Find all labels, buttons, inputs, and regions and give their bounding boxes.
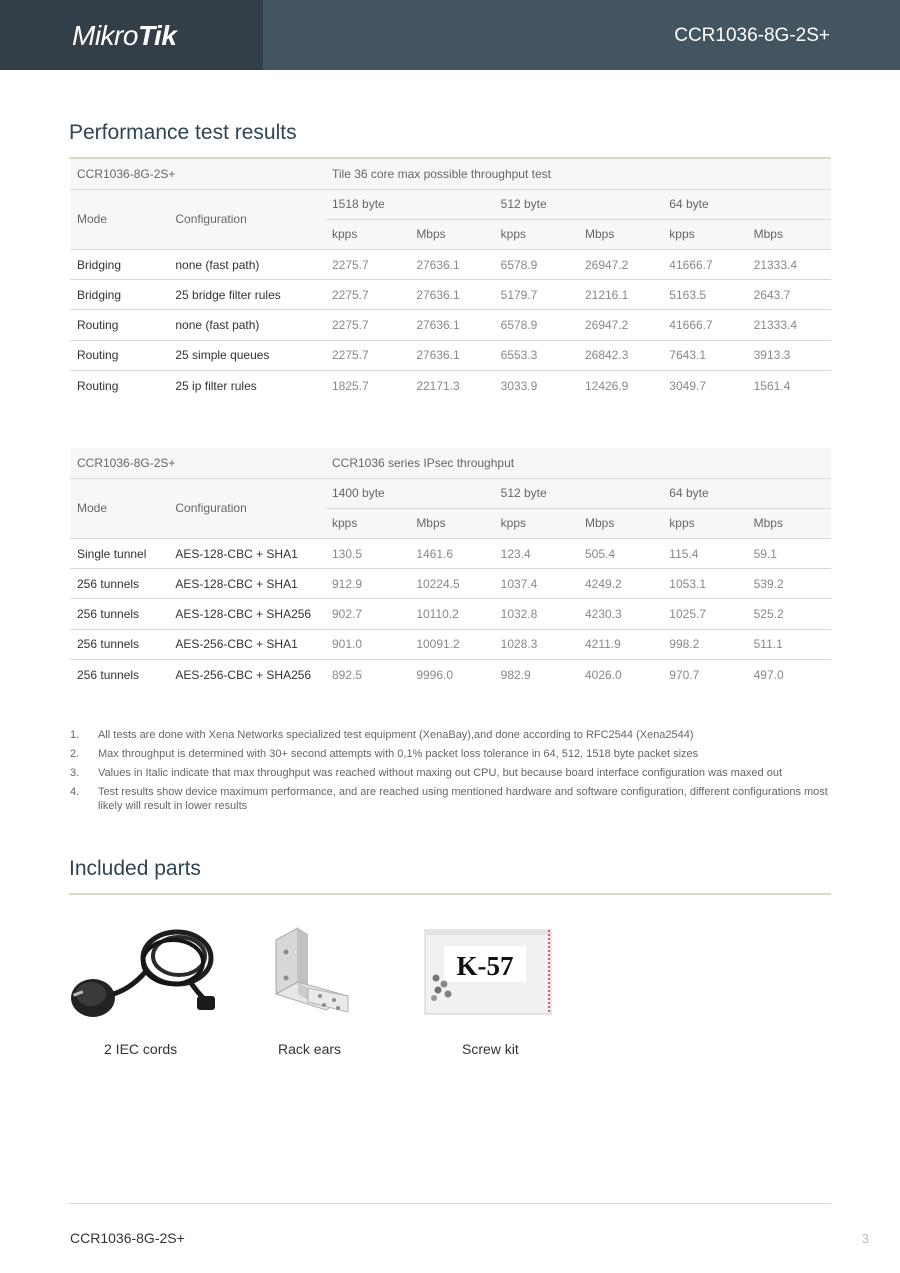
unit-header: kpps bbox=[662, 508, 746, 538]
value-cell: 497.0 bbox=[747, 659, 831, 689]
value-cell: 41666.7 bbox=[662, 250, 746, 280]
table-model-label: CCR1036-8G-2S+ bbox=[70, 448, 325, 478]
value-cell: 511.1 bbox=[747, 629, 831, 659]
value-cell: 1825.7 bbox=[325, 370, 409, 400]
packet-size-header: 64 byte bbox=[662, 189, 831, 219]
included-parts-title: Included parts bbox=[69, 857, 201, 880]
unit-header: Mbps bbox=[409, 219, 493, 249]
value-cell: 27636.1 bbox=[409, 280, 493, 310]
configuration-cell: 25 bridge filter rules bbox=[168, 280, 325, 310]
value-cell: 21216.1 bbox=[578, 280, 662, 310]
value-cell: 892.5 bbox=[325, 659, 409, 689]
note-text: Values in Italic indicate that max throughput was reached without maxing out CPU, but because board interface configuration was maxed out bbox=[98, 767, 783, 779]
value-cell: 130.5 bbox=[325, 539, 409, 569]
value-cell: 525.2 bbox=[747, 599, 831, 629]
packet-size-header: 1518 byte bbox=[325, 189, 494, 219]
mode-cell: Bridging bbox=[70, 280, 168, 310]
note-item bbox=[70, 766, 835, 780]
throughput-table bbox=[70, 159, 831, 401]
value-cell: 6553.3 bbox=[494, 340, 578, 370]
value-cell: 10110.2 bbox=[409, 599, 493, 629]
mode-cell: Single tunnel bbox=[70, 539, 168, 569]
value-cell: 3049.7 bbox=[662, 370, 746, 400]
value-cell: 4026.0 bbox=[578, 659, 662, 689]
unit-header: kpps bbox=[494, 219, 578, 249]
table-test-title: Tile 36 core max possible throughput test bbox=[325, 159, 831, 189]
unit-header: kpps bbox=[494, 508, 578, 538]
mode-cell: Routing bbox=[70, 370, 168, 400]
value-cell: 1037.4 bbox=[494, 569, 578, 599]
value-cell: 59.1 bbox=[747, 539, 831, 569]
note-text: All tests are done with Xena Networks specialized test equipment (XenaBay),and done according to RFC2544 (Xena2544) bbox=[98, 729, 694, 741]
value-cell: 27636.1 bbox=[409, 310, 493, 340]
mikrotik-logo: MikroTik bbox=[72, 20, 177, 51]
value-cell: 6578.9 bbox=[494, 310, 578, 340]
value-cell: 5179.7 bbox=[494, 280, 578, 310]
value-cell: 3913.3 bbox=[747, 340, 831, 370]
included-parts-list bbox=[69, 922, 831, 1072]
column-header-configuration: Configuration bbox=[168, 189, 325, 249]
power-cord-icon bbox=[69, 922, 219, 1027]
value-cell: 2275.7 bbox=[325, 250, 409, 280]
value-cell: 26947.2 bbox=[578, 250, 662, 280]
value-cell: 1032.8 bbox=[494, 599, 578, 629]
value-cell: 9996.0 bbox=[409, 659, 493, 689]
note-number: 1. bbox=[70, 729, 80, 741]
ipsec-throughput-table bbox=[70, 448, 831, 690]
unit-header: kpps bbox=[662, 219, 746, 249]
mode-cell: 256 tunnels bbox=[70, 629, 168, 659]
part-caption: 2 IEC cords bbox=[104, 1041, 178, 1057]
note-item bbox=[70, 785, 835, 813]
value-cell: 6578.9 bbox=[494, 250, 578, 280]
packet-size-header: 512 byte bbox=[494, 478, 663, 508]
table-row bbox=[70, 310, 831, 340]
performance-title: Performance test results bbox=[69, 121, 297, 144]
note-item bbox=[70, 728, 835, 742]
value-cell: 505.4 bbox=[578, 539, 662, 569]
value-cell: 902.7 bbox=[325, 599, 409, 629]
table-row bbox=[70, 250, 831, 280]
value-cell: 115.4 bbox=[662, 539, 746, 569]
value-cell: 1561.4 bbox=[747, 370, 831, 400]
value-cell: 10224.5 bbox=[409, 569, 493, 599]
table-row bbox=[70, 280, 831, 310]
value-cell: 4249.2 bbox=[578, 569, 662, 599]
note-number: 3. bbox=[70, 767, 80, 779]
configuration-cell: 25 ip filter rules bbox=[168, 370, 325, 400]
unit-header: Mbps bbox=[747, 508, 831, 538]
page-number: 3 bbox=[861, 1231, 869, 1246]
note-number: 2. bbox=[70, 748, 80, 760]
mode-cell: Bridging bbox=[70, 250, 168, 280]
value-cell: 4211.9 bbox=[578, 629, 662, 659]
screw-kit-icon bbox=[424, 922, 554, 1017]
configuration-cell: AES-256-CBC + SHA256 bbox=[168, 659, 325, 689]
part-caption: Rack ears bbox=[278, 1041, 342, 1057]
table-row bbox=[70, 629, 831, 659]
table-test-title: CCR1036 series IPsec throughput bbox=[325, 448, 831, 478]
configuration-cell: AES-128-CBC + SHA1 bbox=[168, 569, 325, 599]
unit-header: kpps bbox=[325, 508, 409, 538]
value-cell: 4230.3 bbox=[578, 599, 662, 629]
footer-model-name: CCR1036-8G-2S+ bbox=[70, 1230, 185, 1246]
footer-rule bbox=[69, 1203, 831, 1204]
configuration-cell: none (fast path) bbox=[168, 250, 325, 280]
table-model-label: CCR1036-8G-2S+ bbox=[70, 159, 325, 189]
screw-kit-label: K-57 bbox=[456, 951, 514, 981]
mode-cell: 256 tunnels bbox=[70, 659, 168, 689]
value-cell: 12426.9 bbox=[578, 370, 662, 400]
configuration-cell: AES-128-CBC + SHA256 bbox=[168, 599, 325, 629]
column-header-configuration: Configuration bbox=[168, 478, 325, 538]
mode-cell: 256 tunnels bbox=[70, 599, 168, 629]
value-cell: 2275.7 bbox=[325, 340, 409, 370]
configuration-cell: AES-128-CBC + SHA1 bbox=[168, 539, 325, 569]
mode-cell: Routing bbox=[70, 310, 168, 340]
unit-header: kpps bbox=[325, 219, 409, 249]
value-cell: 123.4 bbox=[494, 539, 578, 569]
table-row bbox=[70, 659, 831, 689]
value-cell: 2275.7 bbox=[325, 310, 409, 340]
note-text: Max throughput is determined with 30+ second attempts with 0,1% packet loss tolerance in 64, 512, 1518 byte packet sizes bbox=[98, 748, 699, 760]
column-header-mode: Mode bbox=[70, 189, 168, 249]
value-cell: 27636.1 bbox=[409, 340, 493, 370]
value-cell: 1461.6 bbox=[409, 539, 493, 569]
value-cell: 539.2 bbox=[747, 569, 831, 599]
configuration-cell: AES-256-CBC + SHA1 bbox=[168, 629, 325, 659]
value-cell: 2643.7 bbox=[747, 280, 831, 310]
value-cell: 970.7 bbox=[662, 659, 746, 689]
packet-size-header: 64 byte bbox=[662, 478, 831, 508]
packet-size-header: 1400 byte bbox=[325, 478, 494, 508]
unit-header: Mbps bbox=[578, 219, 662, 249]
unit-header: Mbps bbox=[578, 508, 662, 538]
table-row bbox=[70, 340, 831, 370]
table-row bbox=[70, 370, 831, 400]
value-cell: 1053.1 bbox=[662, 569, 746, 599]
included-parts-rule bbox=[69, 893, 831, 895]
logo-area bbox=[0, 0, 263, 70]
packet-size-header: 512 byte bbox=[494, 189, 663, 219]
value-cell: 998.2 bbox=[662, 629, 746, 659]
test-notes-list bbox=[70, 728, 835, 818]
column-header-mode: Mode bbox=[70, 478, 168, 538]
value-cell: 982.9 bbox=[494, 659, 578, 689]
value-cell: 10091.2 bbox=[409, 629, 493, 659]
value-cell: 1028.3 bbox=[494, 629, 578, 659]
note-item bbox=[70, 747, 835, 761]
value-cell: 1025.7 bbox=[662, 599, 746, 629]
value-cell: 912.9 bbox=[325, 569, 409, 599]
mode-cell: 256 tunnels bbox=[70, 569, 168, 599]
header-model-name: CCR1036-8G-2S+ bbox=[674, 25, 830, 46]
value-cell: 21333.4 bbox=[747, 310, 831, 340]
value-cell: 7643.1 bbox=[662, 340, 746, 370]
value-cell: 22171.3 bbox=[409, 370, 493, 400]
mode-cell: Routing bbox=[70, 340, 168, 370]
value-cell: 41666.7 bbox=[662, 310, 746, 340]
value-cell: 26947.2 bbox=[578, 310, 662, 340]
value-cell: 5163.5 bbox=[662, 280, 746, 310]
part-caption: Screw kit bbox=[462, 1041, 519, 1057]
value-cell: 901.0 bbox=[325, 629, 409, 659]
value-cell: 21333.4 bbox=[747, 250, 831, 280]
value-cell: 3033.9 bbox=[494, 370, 578, 400]
configuration-cell: 25 simple queues bbox=[168, 340, 325, 370]
note-text: Test results show device maximum performance, and are reached using mentioned hardware and software configuration, different configurations most likely will result in lower results bbox=[98, 786, 828, 812]
configuration-cell: none (fast path) bbox=[168, 310, 325, 340]
unit-header: Mbps bbox=[747, 219, 831, 249]
value-cell: 2275.7 bbox=[325, 280, 409, 310]
value-cell: 27636.1 bbox=[409, 250, 493, 280]
table-row bbox=[70, 599, 831, 629]
value-cell: 26842.3 bbox=[578, 340, 662, 370]
page-header bbox=[0, 0, 900, 70]
table-row bbox=[70, 569, 831, 599]
note-number: 4. bbox=[70, 786, 80, 798]
unit-header: Mbps bbox=[409, 508, 493, 538]
rack-ear-icon bbox=[268, 922, 358, 1027]
table-row bbox=[70, 539, 831, 569]
